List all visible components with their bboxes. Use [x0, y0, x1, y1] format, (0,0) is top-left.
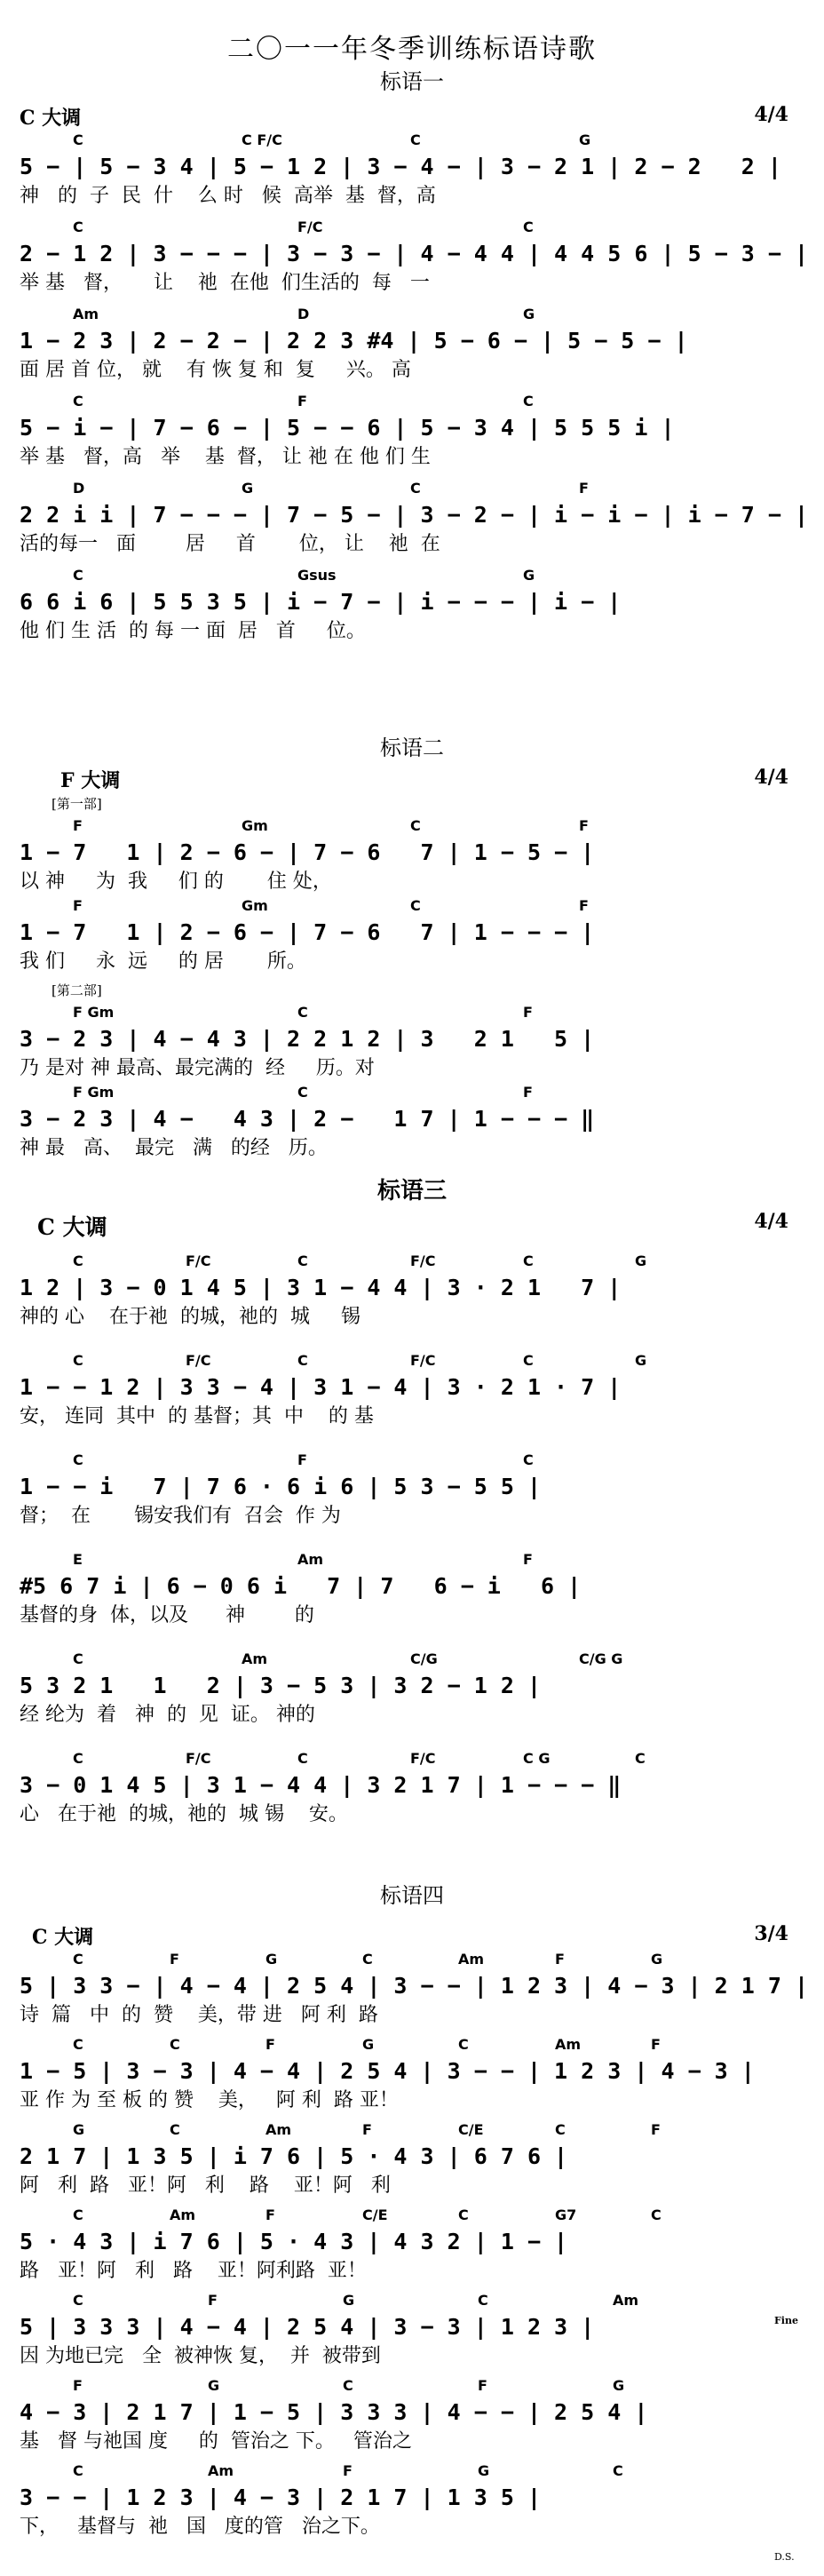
chord-symbol: F/C	[186, 1352, 211, 1369]
lyrics-line: 亚 作 为 至 板 的 赞 美， 阿 利 路 亚！	[20, 2089, 399, 2111]
chord-row	[20, 306, 801, 325]
notation-line: 5 − | 5 − 3 4 | 5 − 1 2 | 3 − 4 − | 3 − 2 1 | 2 − 2 2 |	[20, 154, 781, 179]
music-system	[20, 1650, 801, 1729]
chord-symbol: F	[555, 1951, 565, 1968]
chord-symbol: Am	[208, 2462, 234, 2479]
lyrics-line: 路 亚！阿 利 路 亚！阿利路 亚！	[20, 2260, 367, 2282]
chord-row	[20, 1352, 801, 1371]
lyrics-line: 神 最 高、 最完 满 的经 历。	[20, 1137, 328, 1159]
chord-row	[20, 1650, 801, 1670]
chord-symbol: F/C	[410, 1352, 436, 1369]
music-system	[20, 1951, 809, 2029]
chord-symbol: C	[73, 1352, 83, 1369]
lyrics-line: 神 的 子 民 什 么 时 候 高举 基 督，高	[20, 185, 436, 207]
section-title-4: 标语四	[380, 1883, 444, 1908]
chord-symbol: C	[73, 1951, 83, 1968]
chord-symbol: F	[297, 393, 307, 409]
key-signature-4: C 大调	[32, 1926, 94, 1949]
music-system	[20, 1352, 801, 1430]
chord-row	[20, 897, 801, 917]
notation-line: 1 − − 1 2 | 3 3 − 4 | 3 1 − 4 | 3 · 2 1 · 7 |	[20, 1374, 622, 1400]
chord-row	[20, 2121, 801, 2141]
notation-line: 2 − 1 2 | 3 − − − | 3 − 3 − | 4 − 4 4 | 4 4 5 6 | 5 − 3 − |	[20, 241, 809, 266]
key-signature-3: C 大调	[37, 1214, 107, 1240]
lyrics-line: 下， 基督与 祂 国 度的管 治之下。	[20, 2516, 380, 2538]
notation-line: 1 − 2 3 | 2 − 2 − | 2 2 3 #4 | 5 − 6 − | 5 − 5 − |	[20, 328, 688, 354]
chord-row	[20, 1252, 801, 1272]
chord-symbol: C	[73, 1750, 83, 1767]
music-system	[20, 219, 809, 297]
chord-symbol: G	[208, 2377, 220, 2394]
lyrics-line: 面 居 首 位， 就 有 恢 复 和 复 兴。 高	[20, 359, 411, 381]
music-system	[20, 306, 801, 384]
music-system	[20, 2206, 801, 2285]
chord-symbol: F	[362, 2121, 372, 2138]
music-system	[20, 1004, 801, 1082]
chord-symbol: Gm	[242, 897, 268, 914]
notation-line: 3 − 2 3 | 4 − 4 3 | 2 2 1 2 | 3 2 1 5 |	[20, 1026, 595, 1052]
lyrics-line: 经 纶为 着 神 的 见 证。 神的	[20, 1704, 315, 1726]
lyrics-line: 举 基 督，高 举 基 督， 让 祂 在 他 们 生	[20, 446, 431, 468]
chord-symbol: G	[651, 1951, 663, 1968]
chord-symbol: Am	[170, 2206, 196, 2223]
chord-symbol: Am	[297, 1551, 324, 1568]
chord-symbol: C/E	[362, 2206, 388, 2223]
time-signature-4: 3/4	[754, 1922, 788, 1945]
chord-symbol: F/C	[186, 1252, 211, 1269]
lyrics-line: 活的每一 面 居 首 位， 让 祂 在	[20, 533, 440, 555]
lyrics-line: 心 在于祂 的城，祂的 城 锡 安。	[20, 1803, 348, 1825]
time-signature-3: 4/4	[754, 1210, 788, 1233]
music-system	[20, 817, 801, 895]
time-signature-2: 4/4	[754, 766, 788, 789]
chord-symbol: C	[297, 1004, 308, 1021]
notation-line: 3 − − | 1 2 3 | 4 − 3 | 2 1 7 | 1 3 5 |	[20, 2485, 541, 2510]
notation-line: 3 − 0 1 4 5 | 3 1 − 4 4 | 3 2 1 7 | 1 − − − ‖	[20, 1772, 622, 1798]
chord-symbol: C	[73, 2206, 83, 2223]
lyrics-line: 督； 在 锡安我们有 召会 作 为	[20, 1505, 341, 1527]
chord-symbol: G	[523, 567, 535, 584]
chord-symbol: C	[297, 1084, 308, 1101]
chord-row	[20, 2462, 801, 2482]
chord-symbol: C	[410, 817, 421, 834]
chord-symbol: Am	[73, 306, 99, 322]
chord-symbol: F	[265, 2036, 275, 2053]
chord-symbol: F	[170, 1951, 179, 1968]
notation-line: 5 3 2 1 1 2 | 3 − 5 3 | 3 2 − 1 2 |	[20, 1673, 541, 1698]
notation-line: 5 · 4 3 | i 7 6 | 5 · 4 3 | 4 3 2 | 1 − |	[20, 2229, 568, 2254]
notation-line: 1 − 7 1 | 2 − 6 − | 7 − 6 7 | 1 − − − |	[20, 919, 595, 945]
notation-line: 5 | 3 3 3 | 4 − 4 | 2 5 4 | 3 − 3 | 1 2 3 |	[20, 2314, 595, 2340]
chord-symbol: C	[73, 393, 83, 409]
lyrics-line: 诗 篇 中 的 赞 美，带 进 阿 利 路	[20, 2004, 378, 2026]
lyrics-line: 乃 是对 神 最高、最完满的 经 历。对	[20, 1057, 375, 1079]
chord-symbol: G	[73, 2121, 85, 2138]
lyrics-line: 我 们 永 远 的 居 所。	[20, 950, 306, 973]
chord-symbol: Gm	[242, 817, 268, 834]
chord-symbol: C	[523, 219, 534, 235]
chord-symbol: G	[635, 1352, 647, 1369]
chord-symbol: G	[523, 306, 535, 322]
music-system	[20, 393, 801, 471]
music-system	[20, 567, 801, 645]
chord-row	[20, 1951, 801, 1970]
chord-symbol: C	[297, 1352, 308, 1369]
chord-symbol: F	[73, 897, 83, 914]
chord-symbol: C	[73, 1451, 83, 1468]
section-title-3: 标语三	[376, 1178, 447, 1205]
notation-line: 2 2 i i | 7 − − − | 7 − 5 − | 3 − 2 − | i − i − | i − 7 − |	[20, 502, 809, 528]
section-title-1: 标语一	[380, 69, 444, 94]
chord-symbol: F	[478, 2377, 487, 2394]
lyrics-line: 以 神 为 我 们 的 住 处，	[20, 871, 332, 893]
music-system	[20, 480, 809, 558]
chord-symbol: F	[579, 480, 589, 497]
notation-line: 5 − i − | 7 − 6 − | 5 − − 6 | 5 − 3 4 | 5 5 5 i |	[20, 415, 675, 441]
chord-symbol: F	[208, 2292, 218, 2309]
music-system	[20, 1750, 801, 1828]
lyrics-line: 安， 连同 其中 的 基督；其 中 的 基	[20, 1405, 374, 1427]
chord-symbol: C/G	[410, 1650, 438, 1667]
chord-symbol: C F/C	[242, 131, 282, 148]
notation-line: 4 − 3 | 2 1 7 | 1 − 5 | 3 3 3 | 4 − − | 2 5 4 |	[20, 2399, 648, 2425]
chord-symbol: F	[579, 817, 589, 834]
notation-line: 2 1 7 | 1 3 5 | i 7 6 | 5 · 4 3 | 6 7 6 |	[20, 2143, 568, 2169]
notation-line: 1 − 7 1 | 2 − 6 − | 7 − 6 7 | 1 − 5 − |	[20, 839, 595, 865]
lyrics-line: 阿 利 路 亚！阿 利 路 亚！阿 利	[20, 2174, 391, 2197]
chord-symbol: C	[73, 1252, 83, 1269]
chord-symbol: C	[73, 2036, 83, 2053]
lyrics-line: 他 们 生 活 的 每 一 面 居 首 位。	[20, 620, 366, 642]
chord-symbol: C G	[523, 1750, 551, 1767]
chord-symbol: C	[73, 219, 83, 235]
notation-line: 6 6 i 6 | 5 5 3 5 | i − 7 − | i − − − | i − |	[20, 589, 622, 615]
chord-symbol: C	[613, 2462, 623, 2479]
chord-symbol: C	[73, 567, 83, 584]
chord-symbol: C	[523, 1352, 534, 1369]
chord-symbol: C	[523, 393, 534, 409]
chord-symbol: C	[170, 2036, 180, 2053]
chord-symbol: F	[523, 1551, 533, 1568]
chord-row	[20, 1084, 801, 1103]
music-system	[20, 2292, 801, 2370]
chord-symbol: C	[170, 2121, 180, 2138]
music-system	[20, 1252, 801, 1331]
section-title-2: 标语二	[380, 735, 444, 760]
music-system	[20, 2121, 801, 2199]
key-signature-1: C 大调	[20, 107, 82, 130]
chord-symbol: G	[613, 2377, 625, 2394]
chord-symbol: C	[410, 897, 421, 914]
chord-symbol: G	[343, 2292, 355, 2309]
chord-symbol: C	[555, 2121, 566, 2138]
chord-symbol: C	[410, 480, 421, 497]
chord-row	[20, 2377, 801, 2397]
chord-symbol: C	[73, 1650, 83, 1667]
chord-symbol: F	[651, 2121, 661, 2138]
notation-line: 1 − 5 | 3 − 3 | 4 − 4 | 2 5 4 | 3 − − | 1 2 3 | 4 − 3 |	[20, 2058, 755, 2084]
chord-symbol: D	[73, 480, 85, 497]
chord-symbol: C	[635, 1750, 646, 1767]
chord-symbol: C	[458, 2036, 469, 2053]
notation-line: 1 − − i 7 | 7 6 · 6 i 6 | 5 3 − 5 5 |	[20, 1474, 541, 1499]
chord-symbol: G	[478, 2462, 490, 2479]
lyrics-line: 因 为地已完 全 被神恢 复， 并 被带到	[20, 2345, 381, 2367]
chord-row	[20, 1750, 801, 1769]
chord-symbol: C	[458, 2206, 469, 2223]
chord-row	[20, 393, 801, 412]
chord-symbol: F	[343, 2462, 353, 2479]
chord-symbol: F Gm	[73, 1004, 115, 1021]
chord-row	[20, 1451, 801, 1471]
chord-row	[20, 1551, 801, 1570]
chord-symbol: C	[73, 2292, 83, 2309]
chord-symbol: F	[265, 2206, 275, 2223]
chord-symbol: C/G G	[579, 1650, 623, 1667]
chord-row	[20, 2036, 801, 2055]
music-system	[20, 897, 801, 975]
chord-symbol: F	[297, 1451, 307, 1468]
chord-symbol: F	[651, 2036, 661, 2053]
chord-symbol: G	[635, 1252, 647, 1269]
chord-symbol: C/E	[458, 2121, 484, 2138]
notation-line: #5 6 7 i | 6 − 0 6 i 7 | 7 6 − i 6 |	[20, 1573, 582, 1599]
chord-symbol: G	[242, 480, 254, 497]
chord-symbol: C	[410, 131, 421, 148]
chord-symbol: Am	[265, 2121, 292, 2138]
part-label-2: [第二部]	[52, 982, 102, 998]
chord-symbol: G	[265, 1951, 278, 1968]
lyrics-line: 基督的身 体，以及 神 的	[20, 1604, 314, 1626]
lyrics-line: 举 基 督， 让 祂 在他 们生活的 每 一	[20, 272, 430, 294]
fine-marking: Fine	[774, 2315, 798, 2326]
chord-symbol: F/C	[297, 219, 323, 235]
chord-symbol: Am	[555, 2036, 582, 2053]
chord-symbol: C	[343, 2377, 353, 2394]
chord-symbol: C	[523, 1451, 534, 1468]
chord-symbol: C	[478, 2292, 488, 2309]
chord-row	[20, 131, 801, 151]
chord-symbol: F/C	[186, 1750, 211, 1767]
chord-symbol: E	[73, 1551, 83, 1568]
chord-row	[20, 2292, 801, 2311]
chord-symbol: F	[73, 2377, 83, 2394]
music-system	[20, 1084, 801, 1162]
chord-row	[20, 817, 801, 837]
chord-symbol: F/C	[410, 1252, 436, 1269]
music-system	[20, 131, 801, 210]
notation-line: 5 | 3 3 − | 4 − 4 | 2 5 4 | 3 − − | 1 2 3 | 4 − 3 | 2 1 7 |	[20, 1973, 809, 1999]
chord-symbol: F	[523, 1084, 533, 1101]
chord-symbol: C	[297, 1750, 308, 1767]
music-system	[20, 2036, 801, 2114]
chord-row	[20, 219, 801, 238]
chord-symbol: Gsus	[297, 567, 337, 584]
chord-symbol: G	[579, 131, 591, 148]
chord-row	[20, 567, 801, 586]
chord-symbol: Am	[613, 2292, 639, 2309]
chord-row	[20, 1004, 801, 1023]
chord-symbol: C	[73, 2462, 83, 2479]
chord-symbol: C	[73, 131, 83, 148]
chord-symbol: C	[297, 1252, 308, 1269]
music-system	[20, 2377, 801, 2455]
chord-row	[20, 2206, 801, 2226]
lyrics-line: 神的 心 在于祂 的城，祂的 城 锡	[20, 1306, 360, 1328]
chord-symbol: F	[579, 897, 589, 914]
chord-row	[20, 480, 801, 499]
part-label-1: [第一部]	[52, 796, 102, 812]
notation-line: 3 − 2 3 | 4 − 4 3 | 2 − 1 7 | 1 − − − ‖	[20, 1106, 595, 1132]
music-system	[20, 2462, 801, 2540]
time-signature-1: 4/4	[754, 103, 788, 126]
document-title: 二〇一一年冬季训练标语诗歌	[227, 34, 597, 65]
music-system	[20, 1451, 801, 1530]
chord-symbol: G7	[555, 2206, 577, 2223]
chord-symbol: G	[362, 2036, 375, 2053]
lyrics-line: 基 督 与祂国 度 的 管治之 下。 管治之	[20, 2430, 412, 2453]
chord-symbol: F Gm	[73, 1084, 115, 1101]
music-system	[20, 1551, 801, 1629]
chord-symbol: F	[73, 817, 83, 834]
key-signature-2: F 大调	[60, 769, 121, 792]
ds-marking: D.S.	[774, 2551, 795, 2563]
chord-symbol: Am	[242, 1650, 268, 1667]
chord-symbol: C	[651, 2206, 662, 2223]
chord-symbol: D	[297, 306, 310, 322]
chord-symbol: F	[523, 1004, 533, 1021]
chord-symbol: F/C	[410, 1750, 436, 1767]
chord-symbol: C	[362, 1951, 373, 1968]
chord-symbol: C	[523, 1252, 534, 1269]
chord-symbol: Am	[458, 1951, 485, 1968]
notation-line: 1 2 | 3 − 0 1 4 5 | 3 1 − 4 4 | 3 · 2 1 7 |	[20, 1275, 622, 1300]
